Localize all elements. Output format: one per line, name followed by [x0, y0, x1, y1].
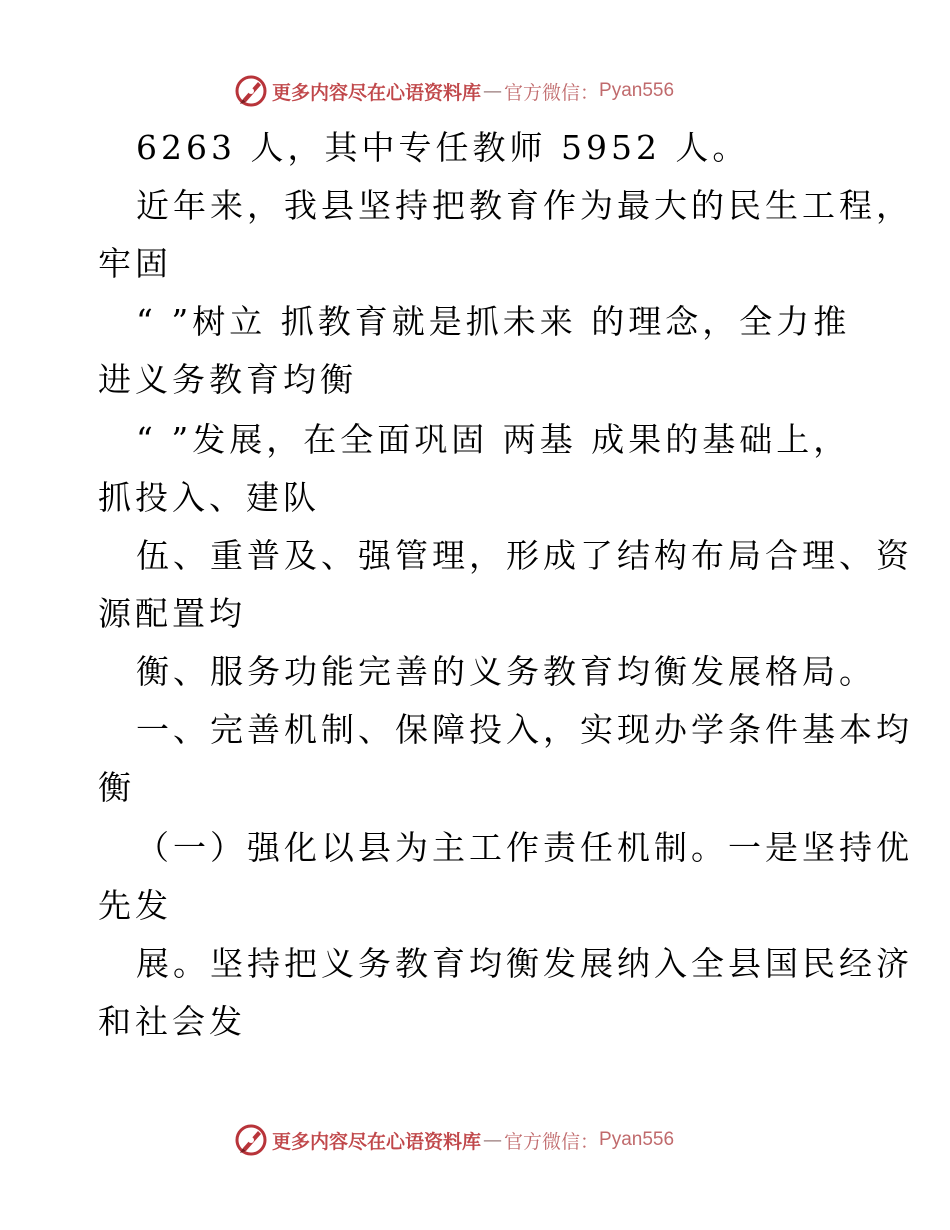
footer-banner-separator: —: [483, 1129, 503, 1151]
body-line: 源配置均: [98, 594, 246, 633]
pen-logo-icon: [234, 74, 268, 108]
body-line: 抓投入、建队: [98, 478, 320, 517]
header-banner-separator: —: [483, 80, 503, 102]
body-line: 和社会发: [98, 1002, 246, 1041]
footer-banner-wechat-label: 官方微信：: [504, 1130, 600, 1153]
header-banner-title: 更多内容尽在心语资料库: [272, 81, 482, 104]
body-line: （一）强化以县为主工作责任机制。一是坚持优: [136, 828, 913, 867]
body-line: “ ”树立 抓教育就是抓未来 的理念，全力推: [136, 302, 851, 341]
footer-banner-title: 更多内容尽在心语资料库: [272, 1130, 482, 1153]
body-line: 衡、服务功能完善的义务教育均衡发展格局。: [136, 652, 876, 691]
body-line: 展。坚持把义务教育均衡发展纳入全县国民经济: [136, 944, 913, 983]
body-line: 近年来，我县坚持把教育作为最大的民生工程，: [136, 186, 913, 225]
body-line: 牢固: [98, 244, 172, 283]
body-line: 先发: [98, 886, 172, 925]
body-line: 进义务教育均衡: [98, 360, 357, 399]
body-line: 一、完善机制、保障投入，实现办学条件基本均: [136, 710, 913, 749]
header-banner: [234, 73, 674, 109]
footer-banner-wechat-id: Pyan556: [599, 1129, 675, 1150]
body-line: “ ”发展，在全面巩固 两基 成果的基础上，: [136, 420, 851, 459]
body-line: 衡: [98, 768, 135, 807]
body-line: 6263 人，其中专任教师 5952 人。: [136, 128, 750, 167]
body-line: 伍、重普及、强管理，形成了结构布局合理、资: [136, 536, 913, 575]
pen-logo-icon: [234, 1123, 268, 1157]
header-banner-wechat-label: 官方微信：: [504, 81, 600, 104]
header-banner-wechat-id: Pyan556: [599, 80, 675, 101]
footer-banner: [234, 1122, 674, 1158]
